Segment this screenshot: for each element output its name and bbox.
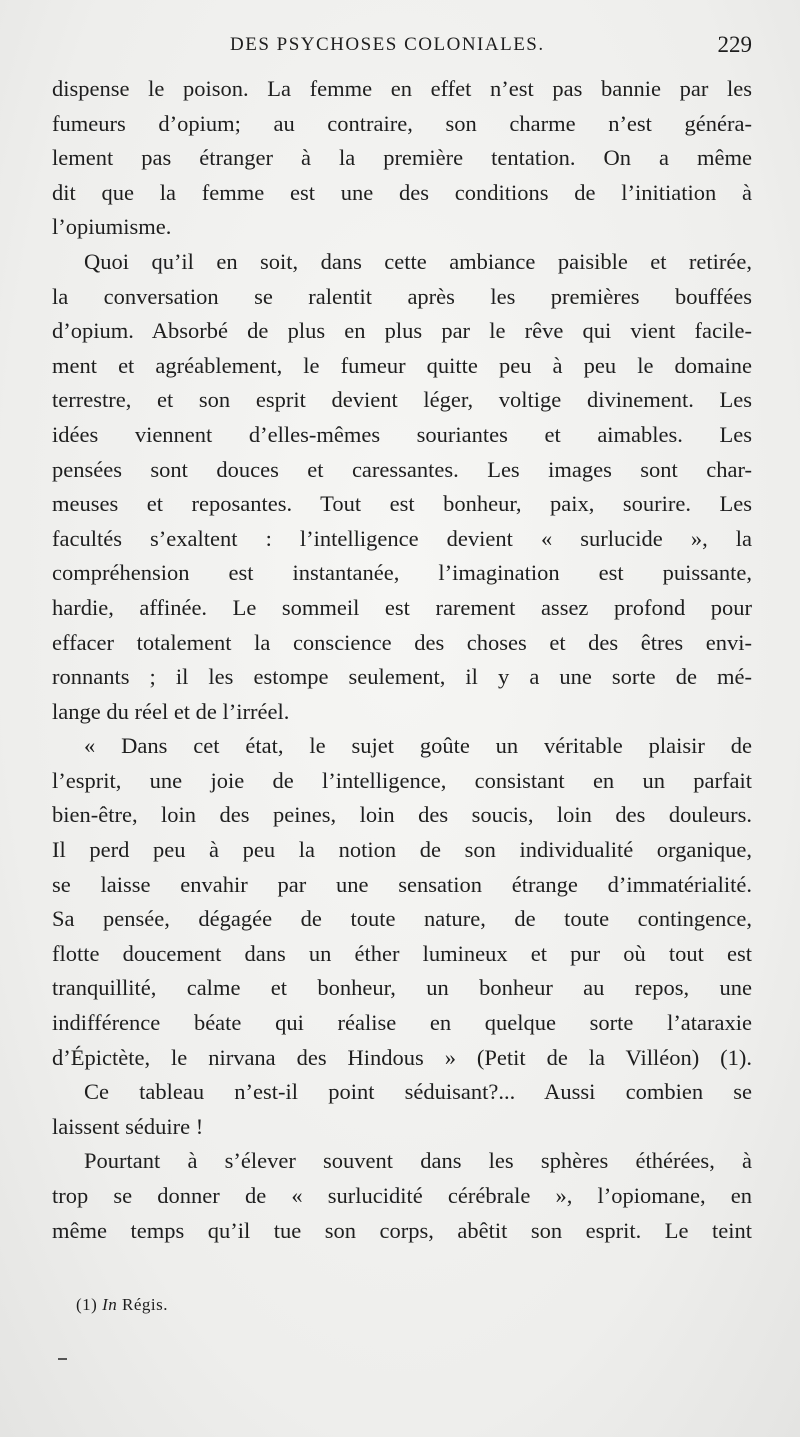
text-line: « Dans cet état, le sujet goûte un véritable plaisir de xyxy=(84,733,752,759)
text-line: se laisse envahir par une sensation étrange d’immatérialité. xyxy=(52,871,752,897)
body-text xyxy=(52,72,752,1248)
page-header xyxy=(52,34,752,64)
text-line: l’opiumisme. xyxy=(52,214,172,240)
running-title: DES PSYCHOSES COLONIALES. xyxy=(230,34,545,55)
text-line: idées viennent d’elles-mêmes souriantes et aimables. Les xyxy=(52,421,752,447)
text-line: compréhension est instantanée, l’imagination est puissante, xyxy=(52,560,752,586)
text-line: dit que la femme est une des conditions de l’initiation à xyxy=(52,179,752,205)
text-line: ronnants ; il les estompe seulement, il y a une sorte de mé- xyxy=(52,664,752,690)
footnote-italic: In xyxy=(102,1295,118,1314)
text-line: d’opium. Absorbé de plus en plus par le rêve qui vient facile- xyxy=(52,318,752,344)
footnote-text: Régis. xyxy=(122,1295,168,1314)
text-line: terrestre, et son esprit devient léger, voltige divinement. Les xyxy=(52,387,752,413)
text-line: effacer totalement la conscience des choses et des êtres envi- xyxy=(52,629,752,655)
text-line: Quoi qu’il en soit, dans cette ambiance paisible et retirée, xyxy=(84,248,752,274)
text-line: lement pas étranger à la première tentation. On a même xyxy=(52,145,752,171)
text-line: d’Épictète, le nirvana des Hindous » (Petit de la Villéon) (1). xyxy=(52,1044,752,1070)
text-line: dispense le poison. La femme en effet n’est pas bannie par les xyxy=(52,76,752,101)
text-line: Ce tableau n’est-il point séduisant?... Aussi combien se xyxy=(84,1079,752,1105)
text-line: Sa pensée, dégagée de toute nature, de toute contingence, xyxy=(52,906,752,932)
text-line: Pourtant à s’élever souvent dans les sphères éthérées, à xyxy=(84,1148,752,1174)
text-line: bien-être, loin des peines, loin des soucis, loin des douleurs. xyxy=(52,802,752,828)
text-line: pensées sont douces et caressantes. Les images sont char- xyxy=(52,456,752,482)
footnote-number: (1) xyxy=(76,1295,98,1314)
text-line: facultés s’exaltent : l’intelligence devient « surlucide », la xyxy=(52,525,752,551)
text-line: tranquillité, calme et bonheur, un bonheur au repos, une xyxy=(52,975,752,1001)
text-line: meuses et reposantes. Tout est bonheur, paix, sourire. Les xyxy=(52,491,752,517)
text-line: même temps qu’il tue son corps, abêtit son esprit. Le teint xyxy=(52,1217,752,1243)
text-line: la conversation se ralentit après les premières bouffées xyxy=(52,283,752,309)
text-line: trop se donner de « surlucidité cérébrale », l’opiomane, en xyxy=(52,1183,752,1208)
footnote xyxy=(76,1295,168,1315)
text-line: laissent séduire ! xyxy=(52,1113,204,1139)
page-number: 229 xyxy=(717,32,752,57)
text-line: Il perd peu à peu la notion de son individualité organique, xyxy=(52,837,752,863)
text-line: ment et agréablement, le fumeur quitte peu à peu le domaine xyxy=(52,352,752,378)
text-line: lange du réel et de l’irréel. xyxy=(52,698,290,724)
text-line: indifférence béate qui réalise en quelque sorte l’ataraxie xyxy=(52,1010,752,1036)
margin-mark xyxy=(58,1358,67,1360)
text-line: l’esprit, une joie de l’intelligence, consistant en un parfait xyxy=(52,767,752,793)
text-line: fumeurs d’opium; au contraire, son charme n’est généra- xyxy=(52,110,752,136)
text-line: flotte doucement dans un éther lumineux et pur où tout est xyxy=(52,940,752,966)
text-line: hardie, affinée. Le sommeil est rarement assez profond pour xyxy=(52,594,752,620)
